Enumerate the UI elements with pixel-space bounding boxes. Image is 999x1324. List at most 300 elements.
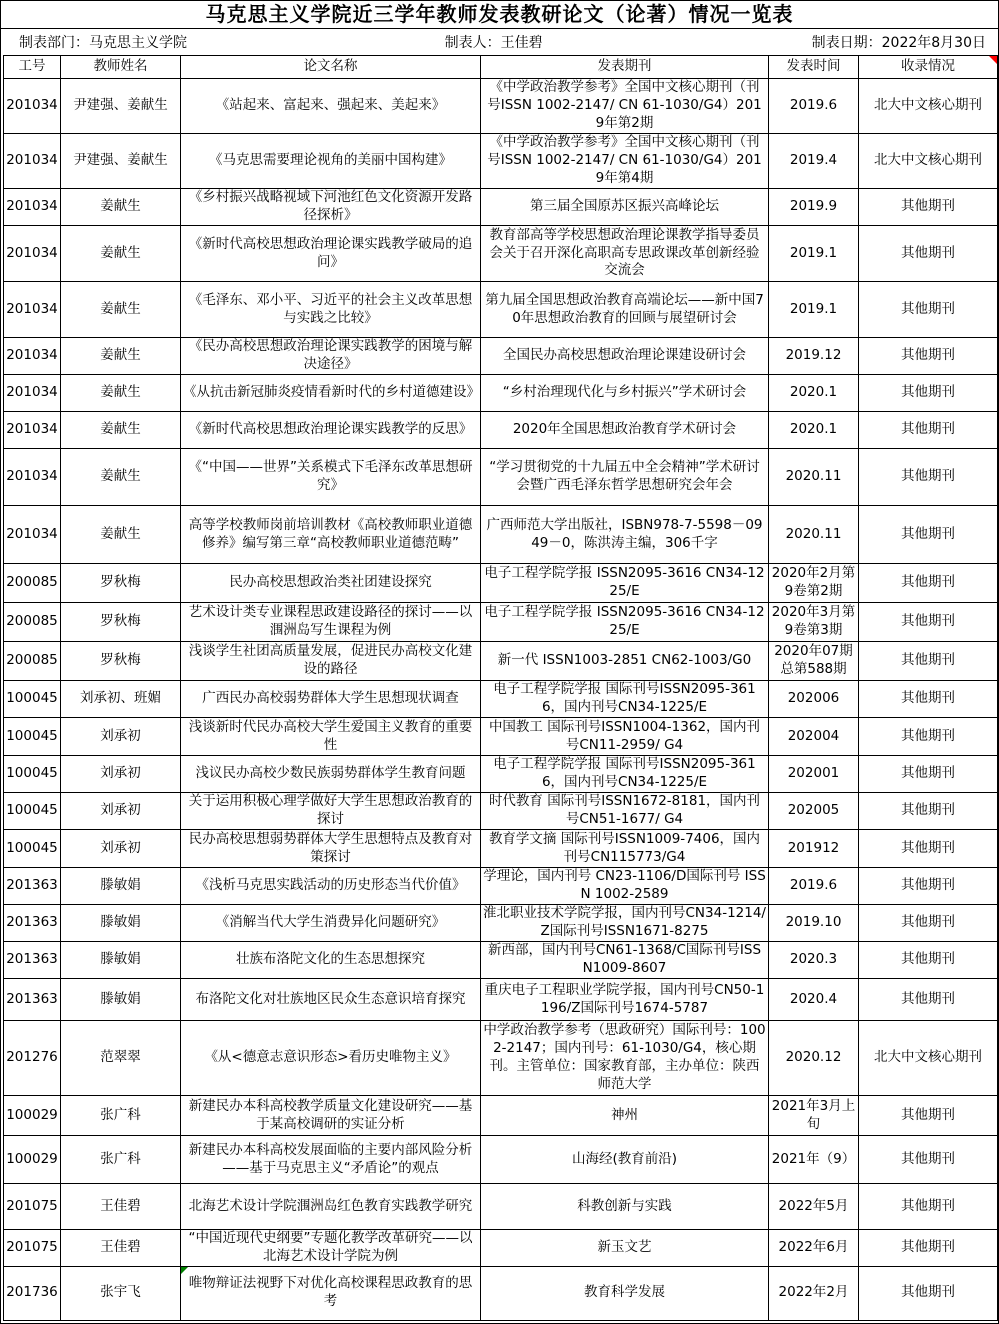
cell-journal bbox=[481, 564, 769, 603]
cell-time bbox=[769, 189, 859, 226]
cell-name bbox=[61, 868, 181, 905]
cell-text: 100029 bbox=[6, 1150, 58, 1167]
cell-text: 201363 bbox=[6, 990, 58, 1007]
cell-id bbox=[4, 868, 61, 905]
table-row bbox=[4, 793, 998, 830]
cell-text: 浅谈新时代民办高校大学生爱国主义教育的重要性 bbox=[188, 718, 473, 753]
col-header-time-label: 发表时间 bbox=[786, 58, 841, 75]
cell-id bbox=[4, 756, 61, 793]
cell-text: 姜献生 bbox=[100, 384, 141, 401]
cell-text: 姜献生 bbox=[100, 244, 141, 261]
cell-time bbox=[769, 1136, 859, 1184]
table-row bbox=[4, 282, 998, 338]
cell-time bbox=[769, 681, 859, 718]
cell-journal bbox=[481, 756, 769, 793]
cell-text: 王佳碧 bbox=[100, 1197, 141, 1214]
cell-time bbox=[769, 756, 859, 793]
cell-text: 2019.12 bbox=[785, 347, 842, 364]
cell-text: 新建民办本科高校发展面临的主要内部风险分析——基于马克思主义“矛盾论”的观点 bbox=[188, 1141, 473, 1176]
cell-text: 《民办高校思想政治理论课实践教学的困境与解决途径》 bbox=[188, 338, 473, 372]
cell-text: 2022年6月 bbox=[778, 1238, 849, 1255]
cell-text: 202006 bbox=[787, 690, 840, 707]
table-row bbox=[4, 134, 998, 189]
cell-id bbox=[4, 979, 61, 1021]
cell-text: 刘承初 bbox=[100, 727, 141, 744]
cell-status bbox=[859, 1230, 998, 1267]
cell-paper bbox=[181, 226, 481, 282]
cell-time bbox=[769, 1021, 859, 1096]
table-row bbox=[4, 506, 998, 564]
cell-journal bbox=[481, 1096, 769, 1136]
cell-name bbox=[61, 506, 181, 564]
col-header-status-label: 收录情况 bbox=[901, 58, 955, 75]
cell-text: 广西师范大学出版社，ISBN978-7-5598－0949－0，陈洪涛主编，306千字 bbox=[486, 516, 763, 551]
cell-id bbox=[4, 506, 61, 564]
col-header-paper-label: 论文名称 bbox=[303, 58, 358, 75]
cell-text: 其他期刊 bbox=[901, 384, 955, 401]
cell-time bbox=[769, 642, 859, 681]
cell-time bbox=[769, 830, 859, 868]
cell-paper bbox=[181, 681, 481, 718]
cell-text: 《中学政治教学参考》全国中文核心期刊（刊号ISSN 1002-2147/ CN 61-1030/G4）2019年第4期 bbox=[487, 134, 762, 186]
cell-name bbox=[61, 564, 181, 603]
cell-text: 《马克思需要理论视角的美丽中国构建》 bbox=[209, 152, 452, 169]
cell-id bbox=[4, 449, 61, 506]
cell-text: 中国教工 国际刊号ISSN1004-1362，国内刊号CN11-2959/ G4 bbox=[488, 718, 761, 753]
cell-id bbox=[4, 226, 61, 282]
cell-status bbox=[859, 642, 998, 681]
cell-time bbox=[769, 282, 859, 338]
cell-text: 201034 bbox=[6, 347, 58, 364]
cell-id bbox=[4, 603, 61, 642]
cell-text: 北大中文核心期刊 bbox=[874, 1049, 982, 1066]
cell-paper bbox=[181, 338, 481, 375]
cell-name bbox=[61, 282, 181, 338]
cell-text: 其他期刊 bbox=[901, 525, 955, 542]
cell-text: 100045 bbox=[6, 802, 58, 819]
cell-text: 2022年5月 bbox=[778, 1197, 849, 1214]
cell-text: 北大中文核心期刊 bbox=[874, 97, 982, 114]
cell-status bbox=[859, 1021, 998, 1096]
cell-text: 罗秋梅 bbox=[100, 574, 141, 591]
cell-status bbox=[859, 282, 998, 338]
cell-text: 神州 bbox=[611, 1106, 638, 1123]
cell-paper bbox=[181, 134, 481, 189]
cell-text: 《浅析马克思实践活动的历史形态当代价值》 bbox=[195, 877, 466, 894]
table-row bbox=[4, 942, 998, 979]
cell-name bbox=[61, 412, 181, 449]
cell-text: 200085 bbox=[6, 574, 58, 591]
col-header-paper bbox=[181, 56, 481, 79]
table-row bbox=[4, 226, 998, 282]
cell-journal bbox=[481, 189, 769, 226]
cell-text: 其他期刊 bbox=[901, 347, 955, 364]
meta-preparer: 制表人：王佳碧 bbox=[444, 35, 543, 51]
cell-name bbox=[61, 979, 181, 1021]
table-row bbox=[4, 756, 998, 793]
cell-text: 高等学校教师岗前培训教材《高校教师职业道德修养》编写第三章“高校教师职业道德范畴” bbox=[188, 516, 473, 551]
cell-journal bbox=[481, 642, 769, 681]
cell-time bbox=[769, 79, 859, 134]
cell-text: 2020年07期总第588期 bbox=[774, 643, 853, 677]
cell-name bbox=[61, 642, 181, 681]
cell-text: 201034 bbox=[6, 244, 58, 261]
cell-text: 刘承初 bbox=[100, 802, 141, 819]
cell-time bbox=[769, 506, 859, 564]
cell-name bbox=[61, 1021, 181, 1096]
cell-journal bbox=[481, 979, 769, 1021]
cell-status bbox=[859, 756, 998, 793]
cell-text: 姜献生 bbox=[100, 198, 141, 215]
col-header-journal-label: 发表期刊 bbox=[597, 58, 652, 75]
cell-id bbox=[4, 1136, 61, 1184]
cell-name bbox=[61, 79, 181, 134]
cell-id bbox=[4, 1266, 61, 1320]
cell-text: 201034 bbox=[6, 152, 58, 169]
col-header-id-label: 工号 bbox=[18, 58, 46, 75]
cell-time bbox=[769, 564, 859, 603]
cell-name bbox=[61, 189, 181, 226]
cell-status bbox=[859, 793, 998, 830]
table-row bbox=[4, 1230, 998, 1267]
cell-text: 2022年2月 bbox=[778, 1284, 849, 1301]
cell-text: 其他期刊 bbox=[901, 727, 955, 744]
cell-journal bbox=[481, 942, 769, 979]
cell-id bbox=[4, 564, 61, 603]
cell-text: 罗秋梅 bbox=[100, 652, 141, 669]
cell-paper bbox=[181, 756, 481, 793]
cell-text: 民办高校思想政治类社团建设探究 bbox=[229, 574, 432, 591]
cell-paper bbox=[181, 793, 481, 830]
cell-text: 201276 bbox=[6, 1049, 58, 1066]
col-header-name bbox=[61, 56, 181, 79]
cell-status bbox=[859, 449, 998, 506]
cell-text: 唯物辩证法视野下对优化高校课程思政教育的思考 bbox=[188, 1275, 473, 1310]
cell-time bbox=[769, 1096, 859, 1136]
cell-journal bbox=[481, 868, 769, 905]
table-row bbox=[4, 979, 998, 1021]
cell-text: 201034 bbox=[6, 468, 58, 485]
cell-paper bbox=[181, 449, 481, 506]
cell-name bbox=[61, 226, 181, 282]
cell-status bbox=[859, 134, 998, 189]
cell-name bbox=[61, 1266, 181, 1320]
table-row bbox=[4, 868, 998, 905]
cell-status bbox=[859, 1136, 998, 1184]
cell-text: 2020.3 bbox=[789, 951, 838, 968]
cell-text: 新玉文艺 bbox=[597, 1238, 652, 1255]
cell-id bbox=[4, 905, 61, 942]
cell-status bbox=[859, 830, 998, 868]
cell-name bbox=[61, 1230, 181, 1267]
cell-text: 其他期刊 bbox=[901, 300, 955, 317]
cell-text: 2019.10 bbox=[785, 914, 842, 931]
cell-text: 其他期刊 bbox=[901, 244, 955, 261]
cell-text: 《中学政治教学参考》全国中文核心期刊（刊号ISSN 1002-2147/ CN 61-1030/G4）2019年第2期 bbox=[487, 79, 762, 131]
cell-text: 范翠翠 bbox=[100, 1049, 141, 1066]
cell-text: 其他期刊 bbox=[901, 765, 955, 782]
cell-text: 201363 bbox=[6, 951, 58, 968]
cell-text: 2019.9 bbox=[789, 198, 838, 215]
cell-text: 滕敏娟 bbox=[100, 914, 141, 931]
cell-text: 《新时代高校思想政治理论课实践教学的反思》 bbox=[188, 421, 473, 438]
cell-text: 其他期刊 bbox=[901, 690, 955, 707]
cell-text: 200085 bbox=[6, 613, 58, 630]
cell-text: 教育学文摘 国际刊号ISSN1009-7406，国内刊号CN115773/G4 bbox=[488, 830, 761, 865]
table-row bbox=[4, 189, 998, 226]
table-row bbox=[4, 1184, 998, 1230]
cell-text: “中国近现代史纲要”专题化教学改革研究——以北海艺术设计学院为例 bbox=[188, 1230, 473, 1264]
cell-text: 《毛泽东、邓小平、习近平的社会主义改革思想与实践之比较》 bbox=[188, 291, 473, 326]
table-row bbox=[4, 338, 998, 375]
cell-text: 2019.1 bbox=[789, 244, 838, 261]
cell-text: 民办高校思想弱势群体大学生思想特点及教育对策探讨 bbox=[188, 830, 473, 865]
cell-text: 201034 bbox=[6, 421, 58, 438]
cell-text: 100045 bbox=[6, 839, 58, 856]
cell-text: 2021年3月上旬 bbox=[771, 1097, 856, 1132]
cell-status bbox=[859, 868, 998, 905]
cell-paper bbox=[181, 830, 481, 868]
cell-text: 100045 bbox=[6, 727, 58, 744]
cell-text: 中学政治教学参考（思政研究）国际刊号：1002-2147；国内刊号：61-1030/G4，核心期刊。主管单位：国家教育部，主办单位：陕西师范大学 bbox=[483, 1022, 766, 1092]
cell-journal bbox=[481, 338, 769, 375]
cell-paper bbox=[181, 1184, 481, 1230]
cell-text: 刘承初 bbox=[100, 839, 141, 856]
table-row bbox=[4, 681, 998, 718]
cell-status bbox=[859, 681, 998, 718]
meta-date: 制表日期：2022年8月30日 bbox=[811, 35, 986, 51]
cell-time bbox=[769, 718, 859, 756]
cell-name bbox=[61, 134, 181, 189]
cell-id bbox=[4, 830, 61, 868]
cell-text: 2021年（9） bbox=[771, 1150, 856, 1167]
cell-text: 张宇飞 bbox=[100, 1284, 141, 1301]
cell-id bbox=[4, 718, 61, 756]
cell-name bbox=[61, 375, 181, 412]
cell-journal bbox=[481, 79, 769, 134]
cell-status bbox=[859, 905, 998, 942]
cell-text: 2020.11 bbox=[785, 525, 842, 542]
cell-time bbox=[769, 979, 859, 1021]
table-row bbox=[4, 412, 998, 449]
cell-text: 其他期刊 bbox=[901, 914, 955, 931]
cell-journal bbox=[481, 282, 769, 338]
cell-text: 布洛陀文化对壮族地区民众生态意识培育探究 bbox=[195, 990, 466, 1007]
cell-status bbox=[859, 1096, 998, 1136]
cell-text: 201034 bbox=[6, 384, 58, 401]
cell-text: 张广科 bbox=[100, 1150, 141, 1167]
cell-status bbox=[859, 506, 998, 564]
cell-text: 2019.6 bbox=[789, 877, 838, 894]
cell-id bbox=[4, 338, 61, 375]
cell-paper bbox=[181, 189, 481, 226]
cell-id bbox=[4, 642, 61, 681]
cell-text: 电子工程学院学报 ISSN2095-3616 CN34-1225/E bbox=[484, 565, 765, 599]
cell-text: 100029 bbox=[6, 1106, 58, 1123]
cell-text: 淮北职业技术学院学报，国内刊号CN34-1214/Z国际刊号ISSN1671-8275 bbox=[483, 905, 766, 939]
cell-status bbox=[859, 603, 998, 642]
cell-id bbox=[4, 412, 61, 449]
cell-text: 其他期刊 bbox=[901, 802, 955, 819]
cell-journal bbox=[481, 793, 769, 830]
cell-text: 201912 bbox=[787, 839, 840, 856]
meta-department: 制表部门：马克思主义学院 bbox=[19, 35, 187, 51]
cell-text: 其他期刊 bbox=[901, 1238, 955, 1255]
cell-text: 2019.4 bbox=[789, 152, 838, 169]
cell-text: 电子工程学院学报 国际刊号ISSN2095-3616，国内刊号CN34-1225/E bbox=[493, 756, 756, 790]
cell-paper bbox=[181, 979, 481, 1021]
cell-text: 2020.4 bbox=[789, 990, 838, 1007]
cell-text: 《站起来、富起来、强起来、美起来》 bbox=[215, 97, 446, 114]
cell-text: 浅议民办高校少数民族弱势群体学生教育问题 bbox=[195, 765, 466, 782]
cell-status bbox=[859, 189, 998, 226]
cell-text: 其他期刊 bbox=[901, 951, 955, 968]
cell-journal bbox=[481, 718, 769, 756]
cell-text: 其他期刊 bbox=[901, 877, 955, 894]
cell-time bbox=[769, 1230, 859, 1267]
cell-id bbox=[4, 282, 61, 338]
cell-name bbox=[61, 942, 181, 979]
cell-journal bbox=[481, 681, 769, 718]
cell-text: 100045 bbox=[6, 765, 58, 782]
cell-id bbox=[4, 189, 61, 226]
header-row bbox=[4, 56, 998, 79]
cell-name bbox=[61, 603, 181, 642]
cell-text: 第三届全国原苏区振兴高峰论坛 bbox=[530, 198, 719, 215]
cell-name bbox=[61, 905, 181, 942]
table-row bbox=[4, 1266, 998, 1320]
cell-paper bbox=[181, 905, 481, 942]
cell-name bbox=[61, 449, 181, 506]
cell-id bbox=[4, 1230, 61, 1267]
cell-time bbox=[769, 1266, 859, 1320]
cell-text: 全国民办高校思想政治理论课建设研讨会 bbox=[503, 347, 746, 364]
cell-text: 重庆电子工程职业学院学报，国内刊号CN50-1196/Z国际刊号1674-5787 bbox=[484, 981, 765, 1016]
col-header-name-label: 教师姓名 bbox=[93, 58, 148, 75]
cell-journal bbox=[481, 830, 769, 868]
cell-text: 2020年全国思想政治教育学术研讨会 bbox=[512, 421, 737, 438]
cell-status bbox=[859, 564, 998, 603]
table-row bbox=[4, 449, 998, 506]
cell-paper bbox=[181, 506, 481, 564]
cell-name bbox=[61, 681, 181, 718]
cell-text: 《“中国——世界”关系模式下毛泽东改革思想研究》 bbox=[188, 459, 473, 493]
cell-id bbox=[4, 134, 61, 189]
cell-name bbox=[61, 338, 181, 375]
page-title: 马克思主义学院近三学年教师发表教研论文（论著）情况一览表 bbox=[1, 1, 998, 29]
cell-text: 2019.6 bbox=[789, 97, 838, 114]
cell-text: 其他期刊 bbox=[901, 1197, 955, 1214]
cell-text: 201075 bbox=[6, 1238, 58, 1255]
cell-id bbox=[4, 942, 61, 979]
cell-time bbox=[769, 603, 859, 642]
cell-text: 尹建强、姜献生 bbox=[73, 152, 168, 169]
cell-text: 2020年3月第9卷第3期 bbox=[771, 604, 856, 638]
cell-paper bbox=[181, 1096, 481, 1136]
cell-text: 2019.1 bbox=[789, 300, 838, 317]
cell-text: “乡村治理现代化与乡村振兴”学术研讨会 bbox=[502, 384, 747, 401]
cell-text: 第九届全国思想政治教育高端论坛——新中国70年思想政治教育的回顾与展望研讨会 bbox=[485, 291, 764, 326]
cell-text: 2020.1 bbox=[789, 421, 838, 438]
cell-journal bbox=[481, 1184, 769, 1230]
cell-text: 电子工程学院学报 国际刊号ISSN2095-3616，国内刊号CN34-1225/E bbox=[493, 681, 756, 715]
cell-text: 其他期刊 bbox=[901, 468, 955, 485]
cell-status bbox=[859, 79, 998, 134]
cell-status bbox=[859, 942, 998, 979]
cell-paper bbox=[181, 79, 481, 134]
cell-paper bbox=[181, 282, 481, 338]
cell-journal bbox=[481, 1230, 769, 1267]
cell-paper bbox=[181, 642, 481, 681]
cell-text: 姜献生 bbox=[100, 525, 141, 542]
cell-text: 201034 bbox=[6, 198, 58, 215]
col-header-status bbox=[859, 56, 998, 79]
papers-table bbox=[3, 55, 998, 1321]
table-row bbox=[4, 375, 998, 412]
cell-status bbox=[859, 1266, 998, 1320]
cell-paper bbox=[181, 1230, 481, 1267]
cell-paper bbox=[181, 868, 481, 905]
cell-text: 《从<德意志意识形态>看历史唯物主义》 bbox=[204, 1049, 457, 1066]
cell-journal bbox=[481, 1021, 769, 1096]
cell-time bbox=[769, 449, 859, 506]
table-row bbox=[4, 603, 998, 642]
cell-id bbox=[4, 793, 61, 830]
cell-text: 浅谈学生社团高质量发展，促进民办高校文化建设的路径 bbox=[188, 643, 473, 677]
cell-journal bbox=[481, 603, 769, 642]
cell-text: 其他期刊 bbox=[901, 990, 955, 1007]
cell-text: 《消解当代大学生消费异化问题研究》 bbox=[215, 914, 446, 931]
cell-text: 2020.1 bbox=[789, 384, 838, 401]
cell-status bbox=[859, 718, 998, 756]
table-body bbox=[4, 79, 998, 1321]
cell-text: 新一代 ISSN1003-2851 CN62-1003/G0 bbox=[497, 652, 752, 669]
cell-text: 电子工程学院学报 ISSN2095-3616 CN34-1225/E bbox=[484, 604, 765, 638]
cell-text: 姜献生 bbox=[100, 347, 141, 364]
cell-text: 其他期刊 bbox=[901, 1284, 955, 1301]
cell-text: 其他期刊 bbox=[901, 652, 955, 669]
cell-text: 滕敏娟 bbox=[100, 877, 141, 894]
cell-text: 其他期刊 bbox=[901, 421, 955, 438]
cell-text: 科教创新与实践 bbox=[577, 1197, 672, 1214]
cell-paper bbox=[181, 1266, 481, 1320]
cell-time bbox=[769, 905, 859, 942]
cell-journal bbox=[481, 1136, 769, 1184]
cell-status bbox=[859, 226, 998, 282]
cell-text: 时代教育 国际刊号ISSN1672-8181，国内刊号CN51-1677/ G4 bbox=[488, 793, 761, 827]
table-row bbox=[4, 1096, 998, 1136]
cell-name bbox=[61, 718, 181, 756]
cell-text: 201034 bbox=[6, 525, 58, 542]
cell-text: 北海艺术设计学院涠洲岛红色教育实践教学研究 bbox=[188, 1197, 473, 1214]
cell-text: 滕敏娟 bbox=[100, 990, 141, 1007]
cell-text: 《新时代高校思想政治理论课实践教学破局的追问》 bbox=[188, 235, 473, 270]
cell-paper bbox=[181, 603, 481, 642]
cell-name bbox=[61, 1096, 181, 1136]
table-row bbox=[4, 79, 998, 134]
cell-status bbox=[859, 338, 998, 375]
cell-text: 教育部高等学校思想政治理论课教学指导委员会关于召开深化高职高专思政课改革创新经验交流会 bbox=[489, 226, 760, 279]
cell-id bbox=[4, 1021, 61, 1096]
cell-text: 2020年2月第9卷第2期 bbox=[771, 565, 856, 599]
cell-text: 姜献生 bbox=[100, 421, 141, 438]
cell-text: 教育科学发展 bbox=[584, 1284, 665, 1301]
cell-text: 2020.12 bbox=[785, 1049, 842, 1066]
cell-text: 广西民办高校弱势群体大学生思想现状调查 bbox=[202, 690, 459, 707]
cell-text: 201034 bbox=[6, 97, 58, 114]
cell-text: 202005 bbox=[787, 802, 840, 819]
cell-text: 尹建强、姜献生 bbox=[73, 97, 168, 114]
